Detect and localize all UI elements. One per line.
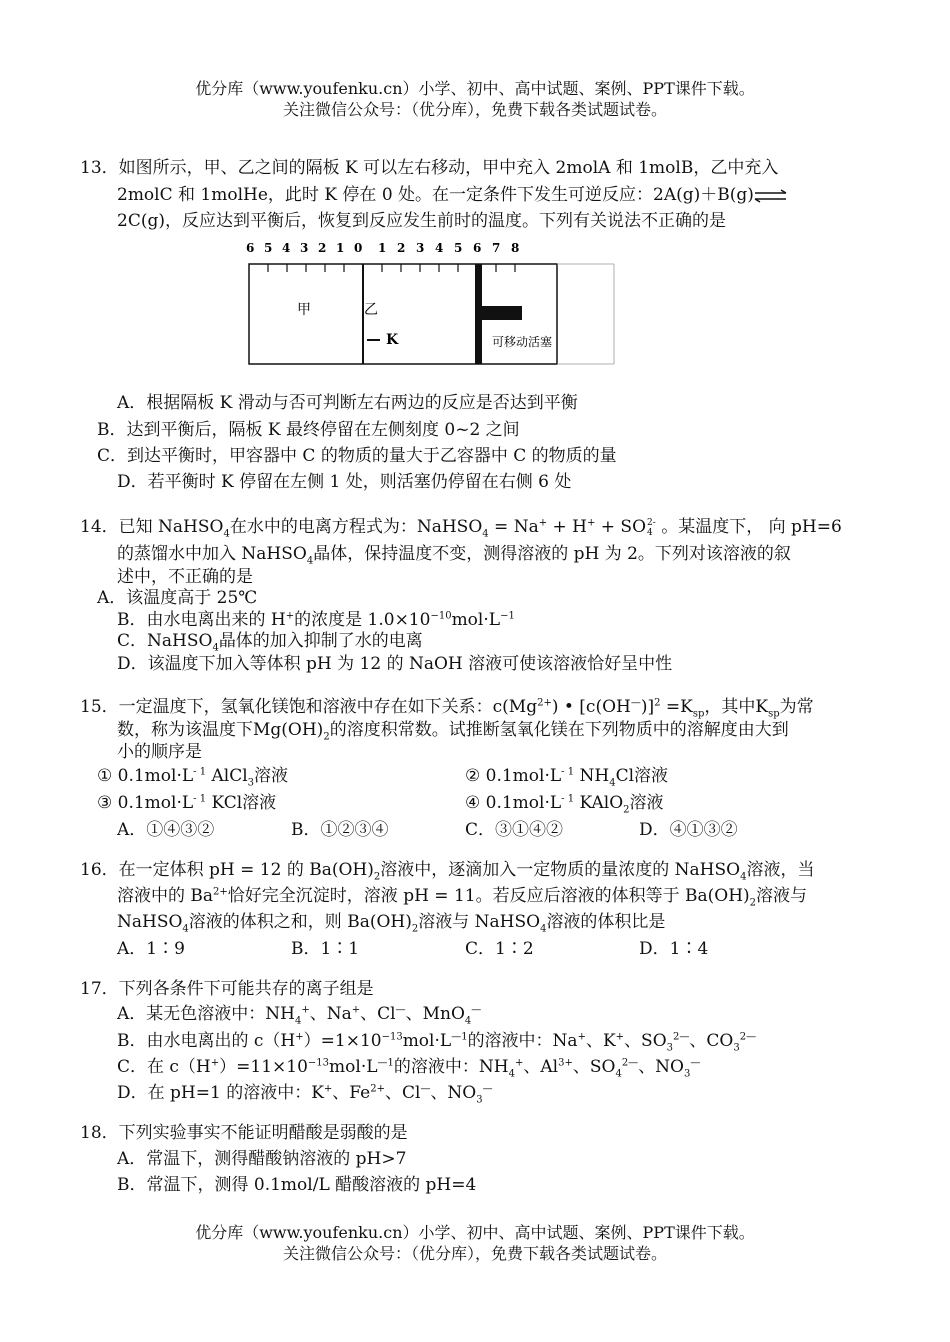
q13-option-c: C．到达平衡时，甲容器中 C 的物质的量大于乙容器中 C 的物质的量 bbox=[97, 446, 617, 466]
page-footer bbox=[0, 1222, 950, 1264]
piston-handle bbox=[482, 306, 522, 320]
q13-option-a: A．根据隔板 K 滑动与否可判断左右两边的反应是否达到平衡 bbox=[117, 393, 578, 413]
q16-choice-c: C．1∶2 bbox=[465, 939, 534, 959]
label-yi: 乙 bbox=[364, 302, 378, 318]
q14-line-2: 的蒸馏水中加入 NaHSO$_4$晶体，保持温度不变，测得溶液的 pH 为 2。下列对该溶液的叙 bbox=[117, 544, 791, 567]
q17-line-1: 17．下列各条件下可能共存的离子组是 bbox=[80, 979, 374, 999]
q18-option-b: B．常温下，测得 0.1mol/L 醋酸溶液的 pH=4 bbox=[117, 1175, 477, 1195]
q18-option-a: A．常温下，测得醋酸钠溶液的 pH>7 bbox=[117, 1149, 407, 1169]
q13-line-2: 2molC 和 1molHe，此时 K 停在 0 处。在一定条件下发生可逆反应：2A(g)＋B(g) bbox=[117, 183, 788, 207]
scale-left-0: 0 bbox=[354, 241, 363, 255]
q13-option-b: B．达到平衡后，隔板 K 最终停留在左侧刻度 0~2 之间 bbox=[97, 420, 520, 440]
q15-line-1: 15．一定温度下，氢氧化镁饱和溶液中存在如下关系：$c(Mg^{2+})$ • $[c(OH^—)]^2 =K_{sp}$，其中$K_{sp}$为常 bbox=[80, 697, 814, 720]
q14-option-d: D．该温度下加入等体积 pH 为 12 的 NaOH 溶液可使该溶液恰好呈中性 bbox=[117, 654, 673, 674]
q13-line-1: 13．如图所示，甲、乙之间的隔板 K 可以左右移动，甲中充入 2molA 和 1molB，乙中充入 bbox=[80, 158, 779, 178]
container-diagram bbox=[242, 238, 622, 368]
q14-line-3: 述中，不正确的是 bbox=[117, 567, 253, 587]
q15-choice-b: B．①②③④ bbox=[291, 820, 389, 840]
footer-line-1: 优分库（www.youfenku.cn）小学、初中、高中试题、案例、PPT课件下载。 bbox=[195, 1223, 755, 1242]
label-k: K bbox=[386, 332, 399, 348]
q16-choice-a: A．1∶9 bbox=[117, 939, 185, 959]
q15-choice-c: C．③①④② bbox=[465, 820, 564, 840]
q17-option-a: A．某无色溶液中：$NH_4^+$、Na+、Cl—、MnO$_4$— bbox=[117, 1004, 482, 1027]
scale-right-1: 1 bbox=[378, 241, 387, 255]
q15-item-3: ③ $0.1mol\cdot L^{- 1}$ KCl溶液 bbox=[97, 793, 277, 813]
scale-right-8: 8 bbox=[511, 241, 520, 255]
header-line-1: 优分库（www.youfenku.cn）小学、初中、高中试题、案例、PPT课件下载。 bbox=[195, 79, 755, 98]
q18-line-1: 18．下列实验事实不能证明醋酸是弱酸的是 bbox=[80, 1123, 408, 1143]
q13-option-d: D．若平衡时 K 停留在左侧 1 处，则活塞仍停留在右侧 6 处 bbox=[117, 472, 572, 492]
movable-piston bbox=[475, 264, 482, 364]
q15-item-1: ① $0.1mol\cdot L^{- 1}$ AlCl$_3$溶液 bbox=[97, 766, 289, 789]
q14-option-b: B．由水电离出来的 H+的浓度是 $1.0\times 10^{-10}mol\cdot L^{-1}$ bbox=[117, 610, 515, 630]
scale-left-3: 3 bbox=[300, 241, 309, 255]
scale-right-7: 7 bbox=[492, 241, 501, 255]
scale-right-2: 2 bbox=[397, 241, 406, 255]
page-header bbox=[0, 78, 950, 120]
label-piston: 可移动活塞 bbox=[492, 335, 553, 349]
container-diagram-svg bbox=[242, 238, 622, 368]
q17-option-c: C．在 $c(H^+)=11\times 10^{-13}mol\cdot L^{—1}$的溶液中：$NH_4^+$、$Al^{3+}$、$SO_4^{2—}$、$NO_3^—$ bbox=[117, 1057, 701, 1080]
q16-line-3: NaHSO$_4$溶液的体积之和，则 $Ba(OH)_2$溶液与 NaHSO$_4$溶液的体积比是 bbox=[117, 912, 666, 935]
q13-line-3: 2C(g)，反应达到平衡后，恢复到反应发生前时的温度。下列有关说法不正确的是 bbox=[117, 211, 726, 231]
q15-line-2: 数，称为该温度下$Mg(OH)_2$的溶度积常数。试推断氢氧化镁在下列物质中的溶解度由大到 bbox=[117, 720, 789, 743]
q14-option-a: A．该温度高于 25℃ bbox=[97, 588, 258, 608]
q16-line-2: 溶液中的 $Ba^{2+}$恰好完全沉淀时，溶液 pH = 11。若反应后溶液的体积等于 $Ba(OH)_2$溶液与 bbox=[117, 886, 808, 909]
q15-line-3: 小的顺序是 bbox=[117, 742, 202, 762]
q15-item-2: ② $0.1mol\cdot L^{- 1}$ $NH_4Cl$溶液 bbox=[465, 766, 669, 789]
q15-choice-a: A．①④③② bbox=[117, 820, 215, 840]
q14-line-1: 14．已知 NaHSO$_4$在水中的电离方程式为：NaHSO$_4$ = Na+ + H+ + SO 2- 4 。某温度下， 向 pH=6 bbox=[80, 517, 842, 540]
scale-right-5: 5 bbox=[454, 241, 463, 255]
footer-line-2: 关注微信公众号：（优分库），免费下载各类试题试卷。 bbox=[282, 1244, 667, 1263]
scale-right-3: 3 bbox=[416, 241, 425, 255]
label-jia: 甲 bbox=[297, 302, 311, 318]
q15-item-4: ④ $0.1mol\cdot L^{- 1}$ KAlO$_2$溶液 bbox=[465, 793, 664, 816]
q14-option-c: C．NaHSO$_4$晶体的加入抑制了水的电离 bbox=[117, 631, 423, 654]
header-line-2: 关注微信公众号：（优分库），免费下载各类试题试卷。 bbox=[282, 100, 667, 119]
equilibrium-arrow-icon bbox=[754, 189, 788, 203]
scale-left-4: 4 bbox=[282, 241, 291, 255]
scale-left-6: 6 bbox=[246, 241, 255, 255]
scale-left-5: 5 bbox=[264, 241, 273, 255]
q17-option-d: D．在 pH=1 的溶液中：K+、$Fe^{2+}$、Cl—、$NO_3^—$ bbox=[117, 1083, 493, 1106]
scale-right-4: 4 bbox=[435, 241, 444, 255]
scale-right-6: 6 bbox=[473, 241, 482, 255]
q16-choice-b: B．1∶1 bbox=[291, 939, 360, 959]
q16-line-1: 16．在一定体积 pH = 12 的 $Ba(OH)_2$溶液中，逐滴加入一定物质的量浓度的 NaHSO$_4$溶液，当 bbox=[80, 860, 815, 883]
scale-left-1: 1 bbox=[336, 241, 345, 255]
q16-choice-d: D．1∶4 bbox=[639, 939, 709, 959]
q15-choice-d: D．④①③② bbox=[639, 820, 738, 840]
scale-left-2: 2 bbox=[318, 241, 327, 255]
q17-option-b: B．由水电离出的 $c(H^+)=1\times 10^{-13}mol\cdot L^{—1}$的溶液中：Na+、K+、$SO_3^{2—}$、$CO_3^{2—}$ bbox=[117, 1031, 757, 1054]
